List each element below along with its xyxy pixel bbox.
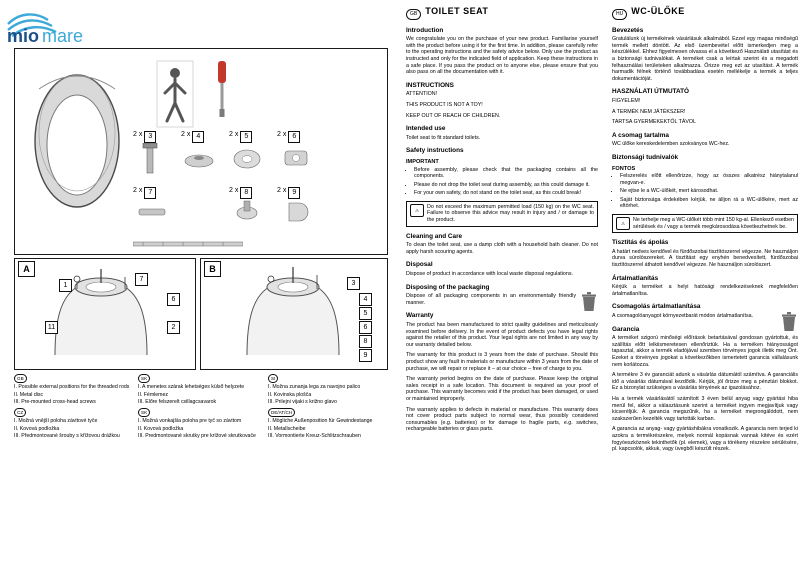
part-qty: 2 x — [133, 131, 143, 138]
part-item — [277, 131, 323, 185]
legend-item: II. Kovová podložka — [14, 425, 60, 432]
legend-item: II. Metal disc — [14, 391, 44, 398]
part-item — [133, 187, 179, 241]
legend-flag: SK — [138, 408, 150, 417]
part-number: 4 — [192, 131, 204, 143]
hu-figyelem: FIGYELEM! — [612, 97, 641, 104]
part-number: 6 — [288, 131, 300, 143]
hu-safety-bullet: • Saját biztonsága érdekében kérjük, ne álljon rá a WC-ülőkére, mert az eltörhet. — [620, 197, 798, 210]
hu-warning-prefix: Ne terhelje meg a WC-ülőkét több mint 150 kg-al. — [633, 217, 750, 224]
para-csomag-tartalma: WC ülőke kereskedelemben szokványos WC-hez. — [612, 141, 730, 148]
legend-cz — [14, 408, 134, 441]
para-packaging-disposal: Dispose of all packaging components in an environmentally friendly manner. — [406, 293, 576, 306]
callout-2: 2 — [167, 321, 180, 334]
para-garancia-4: A garancia az anyag- vagy gyártáshibákra vonatkozik. A garancia nem terjed ki azokra a termékrészekre, melyek normál kopásnak vannak kitéve és ezért fogyóeszköznek tekinthetők (pl. elemek), vagy a törékeny részekre sérülésére, pl. kapcsolók, akkuk, vagy üvegből készült részek. — [612, 426, 798, 453]
svg-text:mare: mare — [42, 26, 84, 44]
legend-item: III. Predmontované skrutky pre krížové skrutkovače — [138, 433, 256, 440]
hu-safety-bullet: • Felszerelés előtt ellenőrizze, hogy az összes alkatrész hiánytalanul megvan-e. — [620, 173, 798, 186]
part-qty: 2 x — [277, 187, 287, 194]
warning-box — [406, 201, 598, 227]
callout-3: 3 — [347, 277, 360, 290]
callout-8: 8 — [359, 335, 372, 348]
legend-item: I. Možna zunanja lega za navojno palico — [268, 384, 361, 391]
part-number: 7 — [144, 187, 156, 199]
legend-gb — [14, 374, 134, 407]
heading-intended-use: Intended use — [406, 125, 446, 133]
instructions-keep-away: KEEP OUT OF REACH OF CHILDREN. — [406, 112, 501, 119]
para-cleaning: To clean the toilet seat, use a damp cloth with a household bath cleaner. Do not apply harsh scouring agents. — [406, 242, 598, 255]
legend-item: III. Előre felszerelt csillagcsavarok — [138, 399, 217, 406]
page-title-hu: WC-ÜLŐKE — [631, 6, 685, 16]
part-number: 3 — [144, 131, 156, 143]
para-warranty-4: The warranty applies to defects in material or manufacture. This warranty does not cover product parts subject to normal wear, thus possibly considered consumables (e.g. batteries) or for damage to fragile parts, e.g. switches, rechargeable batteries or glass parts. — [406, 406, 598, 433]
legend-item: II. Kovová podložka — [138, 425, 184, 432]
legend-item: III. Vormontierte Kreuz-Schlitzschrauben — [268, 433, 361, 440]
screwdriver-icon — [207, 59, 237, 121]
part-item — [229, 131, 275, 185]
flag-hu-icon: HU — [612, 9, 627, 20]
heading-safety: Safety instructions — [406, 147, 464, 155]
hu-tartsa-tavol: TARTSA GYERMEKEKTŐL TÁVOL — [612, 119, 696, 126]
recycle-bin-icon — [780, 311, 798, 333]
para-intended-use: Toilet seat to fit standard toilets. — [406, 134, 481, 141]
callout-7: 7 — [135, 273, 148, 286]
safety-bullet: • Before assembly, please check that the packaging contains all the components. — [414, 167, 598, 180]
para-warranty-1: The product has been manufactured to strict quality guidelines and meticulously examined before delivery. In the event of product defects you have legal rights against the retailer of this product. Your legal rights are not limited in any way by our warranty detailed below. — [406, 322, 598, 348]
part-qty: 2 x — [229, 131, 239, 138]
legend-item: III. Pre-mounted cross-head screws — [14, 399, 96, 406]
legend-flag: SK — [138, 374, 150, 383]
hu-warning-text: Ellenkező esetben sérülések és / vagy a termék megkárosodása következhetnek be. — [633, 217, 794, 230]
para-garancia-2: A termékre 3 év garanciát adunk a vásárlás dátumától számítva. A garanciális idő a vásárlás dátumával kezdődik. Kérjük, jól őrizze meg a pénztári blokkot. Ez a bizonylat szükséges a vásárlás tényének az igazolásához. — [612, 372, 798, 392]
heading-disposal: Disposal — [406, 261, 433, 269]
legend-si — [268, 374, 394, 407]
callout-6: 6 — [167, 293, 180, 306]
instructions-attention: ATTENTION! — [406, 91, 438, 98]
recycle-bin-icon — [580, 291, 598, 313]
legend-item: II. Metallscheibe — [268, 425, 306, 432]
callout-6: 6 — [359, 321, 372, 334]
legend-hu — [138, 374, 264, 407]
heading-csomag-tartalma: A csomag tartalma — [612, 131, 669, 139]
heading-packaging-disposal: Disposing of the packaging — [406, 283, 490, 291]
brand-logo — [6, 8, 146, 44]
para-warranty-3: The warranty period begins on the date of purchase. Please keep the original sales receipt in a safe location. This document is required as your proof of purchase. This warranty becomes void if the product has been damaged, or used or maintained improperly. — [406, 376, 598, 402]
callout-4: 4 — [359, 293, 372, 306]
legend-flag: DE/AT/CH — [268, 408, 295, 417]
scale-ruler — [133, 239, 243, 249]
english-text-column — [406, 8, 598, 437]
part-qty: 2 x — [181, 131, 191, 138]
part-number: 5 — [240, 131, 252, 143]
page-title-en: TOILET SEAT — [425, 6, 489, 16]
hu-nem-jatekszer: A TERMÉK NEM JÁTÉKSZER! — [612, 108, 686, 115]
part-qty: 2 x — [133, 187, 143, 194]
panel-b-letter: B — [204, 261, 221, 277]
heading-instructions: INSTRUCTIONS — [406, 81, 454, 89]
safety-bullet: • For your own safety, do not stand on the toilet seat, as this could break! — [414, 190, 598, 197]
part-item — [133, 131, 179, 185]
hu-warning-box — [612, 214, 798, 233]
callout-1: 1 — [59, 279, 72, 292]
part-number: 9 — [288, 187, 300, 199]
legend-item: I. Mögliche Außenposition für Gewindestange — [268, 418, 373, 425]
assembly-detail-panel-b — [200, 258, 388, 370]
legend-item: I. Možná vonkajšia poloha pre tyč so závitom — [138, 418, 242, 425]
legend-flag: CZ — [14, 408, 26, 417]
legend-item: II. Kovinska plošča — [268, 391, 312, 398]
part-qty: 2 x — [277, 131, 287, 138]
callout-11: 11 — [45, 321, 58, 334]
part-item — [181, 131, 227, 185]
subheading-fontos: FONTOS — [612, 165, 636, 172]
part-item — [277, 187, 323, 241]
heading-warranty: Warranty — [406, 312, 434, 320]
heading-csomagolas: Csomagolás ártalmatlanítása — [612, 303, 701, 311]
legend-item: III. Prilejni vijaki s križno glavo — [268, 399, 337, 406]
assembly-diagram-a — [15, 259, 195, 369]
warning-triangle-icon: ⚠ — [616, 217, 630, 230]
subheading-important: IMPORTANT — [406, 158, 439, 165]
legend-item: III. Předmontované šrouby s křížovou drážkou — [14, 433, 120, 440]
part-item — [229, 187, 275, 241]
heading-cleaning: Cleaning and Care — [406, 232, 463, 240]
person-icon — [155, 59, 195, 129]
para-tisztitas: A határt nedves kendővel és fürdőszobai tisztítószerrel végezze. Ne használjon durva súrolószereket. A tisztítást egy enyhén benedvesített, fürdőszobai tisztítószerrel áthatott kendővel végezze. Ne használjon súrolószert. — [612, 248, 798, 269]
heading-introduction: Introduction — [406, 26, 444, 34]
hungarian-text-column — [612, 8, 798, 457]
legend-flag: SI — [268, 374, 278, 383]
legend-de — [268, 408, 398, 441]
legend-sk — [138, 408, 264, 441]
callout-5: 5 — [359, 307, 372, 320]
heading-biztonsagi: Biztonsági tudnivalók — [612, 153, 679, 161]
para-disposal: Dispose of product in accordance with local waste disposal regulations. — [406, 271, 573, 278]
legend-item: I. Možná vnější poloha závitové tyče — [14, 418, 98, 425]
legend-item: II. Fémlemez — [138, 391, 168, 398]
heading-bevezetes: Bevezetés — [612, 26, 644, 34]
heading-artalmatlanitas: Ártalmatlanítás — [612, 274, 659, 282]
heading-hasznalati: HASZNÁLATI ÚTMUTATÓ — [612, 88, 690, 96]
assembly-detail-panel-a — [14, 258, 196, 370]
para-garancia-1: A terméket szigorú minőségi előírások betartásával gondosan gyártottuk, és szállítás előtt lelkiismeretesen ellenőriztük. Ha a terméken hiányosságot tapasztal, akkor a termék eladójával szemben törvényes jogok illetik meg Önt. Ezeket a törvényes jogokat a következőkben ismertetett garancia vállalásunk nem korlátozza. — [612, 335, 798, 368]
part-number: 8 — [240, 187, 252, 199]
para-warranty-2: The warranty for this product is 3 years from the date of purchase. Should this product show any fault in materials or manufacture within 3 years from the date of purchase, we will repair or replace it – at our choice – free of charge to you. — [406, 352, 598, 372]
parts-overview-panel — [14, 48, 388, 255]
diagram-column — [0, 0, 397, 566]
flag-gb-icon: GB — [406, 9, 421, 20]
legend-item: I. Possible external positions for the threaded rods — [14, 384, 130, 391]
warning-text: Do not exceed the maximum permitted load (150 kg) on the WC seat. Failure to observe this advice may result in injury and / or damage to the product. — [427, 203, 594, 224]
hu-safety-bullet: • Ne ejtse le a WC-ülőkét, mert károsodhat. — [620, 188, 798, 195]
legend-flag: GB — [14, 374, 27, 383]
callout-9: 9 — [359, 349, 372, 362]
para-artalmatlanitas: Kérjük a terméket a helyi hatósági rendelkezéseknek megfelelően ártalmatlanítsa. — [612, 284, 798, 297]
svg-text:mio: mio — [7, 26, 40, 44]
legend-item: I. A menetes szárak lehetséges külső helyzete — [138, 384, 245, 391]
instructions-not-toy: THIS PRODUCT IS NOT A TOY! — [406, 101, 483, 108]
safety-bullet: • Please do not drop the toilet seat during assembly, as this could damage it. — [414, 182, 598, 189]
toilet-seat-illustration — [29, 67, 125, 217]
warning-triangle-icon: ⚠ — [410, 204, 424, 217]
para-introduction: We congratulate you on the purchase of your new product. Familiarise yourself with the product before using it for the first time. In addition, please carefully refer to the operating instructions and the safety advice below. Only use the product as instructed and only for the indicated field of application. Keep these instructions in a safe place. If you pass the product on to anyone else, please ensure that you also pass on all the documentation with it. — [406, 36, 598, 76]
panel-a-letter: A — [18, 261, 35, 277]
para-bevezetes: Gratulálunk új termékének vásárlásuk alkalmából. Ezzel egy magas minőségű termék mellett döntött. Az első üzembevétel előtt ismerkedjen meg a készülékkel. Ehhez figyelmesen olvassa el a következő Használati utasítást és a biztonsági tudnivalókat. A terméket csak a leírtak szerint és a megadott felhasználási területeken alkalmazza. Őrizze meg ezt az utasítást. A termék harmadik félnek történő továbbadása esetén mellékelje a termék a teljes dokumentációját. — [612, 36, 798, 82]
para-garancia-3: Ha a termék vásárlásától számított 3 éven belül anyag vagy gyártási hiba merül fel, akkor a választásunk szerint a terméket ingyen megjavítjuk vagy kicseréljük. A garancia megszűnik, ha a terméket megrongálódott, nem szakszerűen kezelték vagy tartották karban. — [612, 395, 798, 422]
part-qty: 2 x — [229, 187, 239, 194]
parts-quantity-row — [133, 131, 383, 241]
heading-tisztitas: Tisztítás és ápolás — [612, 239, 669, 247]
heading-garancia: Garancia — [612, 325, 640, 333]
para-csomagolas: A csomagolóanyagot környezetbarát módon ártalmatlanítsa. — [612, 313, 754, 319]
